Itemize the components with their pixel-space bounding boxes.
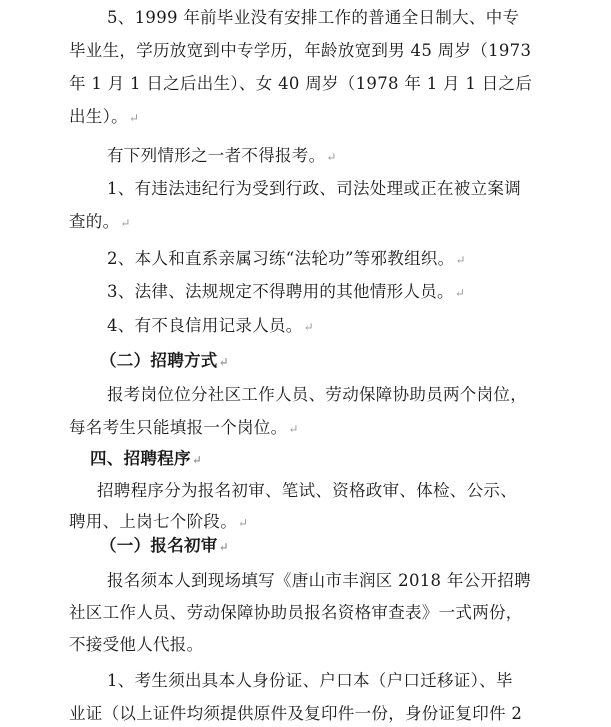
text-line (107, 7, 519, 29)
line-text: 3、法律、法规规定不得聘用的其他情形人员。 (107, 282, 454, 301)
line-text: 5、1999 年前毕业没有安排工作的普通全日制大、中专 (107, 8, 520, 27)
heading-text: 四、招聘程序 (90, 449, 191, 468)
text-line (107, 384, 527, 406)
text-line (69, 40, 531, 62)
line-text: 报考岗位位分社区工作人员、劳动保障协助员两个岗位， (107, 385, 527, 404)
line-text: 每名考生只能填报一个岗位。 (69, 418, 288, 437)
line-text: 出生）。 (69, 107, 128, 126)
text-line (107, 670, 513, 692)
line-text: 业证（以上证件均须提供原件及复印件一份，身份证复印件 2 (69, 704, 523, 723)
section-heading (100, 350, 229, 373)
line-text: 有下列情形之一者不得报考。 (107, 146, 326, 165)
line-text: 年 1 月 1 日之后出生）、女 40 周岁（1978 年 1 月 1 日之后 (69, 74, 533, 93)
paragraph-mark: ↵ (191, 453, 203, 467)
text-line (107, 248, 466, 271)
line-text: 1、考生须出具本人身份证、户口本（户口迁移证）、毕 (107, 671, 513, 690)
heading-text: （一）报名初审 (100, 536, 218, 555)
line-text: 2、本人和直系亲属习练“法轮功”等邪教组织。 (107, 249, 455, 268)
heading-text: （二）招聘方式 (100, 351, 218, 370)
paragraph-mark: ↵ (288, 422, 299, 436)
text-line (69, 211, 131, 234)
section-heading (90, 448, 202, 471)
paragraph-mark: ↵ (218, 355, 229, 369)
text-line (107, 145, 337, 168)
line-text: 不接受他人代报。 (69, 635, 204, 654)
line-text: 1、有违法违纪行为受到行政、司法处理或正在被立案调 (107, 179, 521, 198)
line-text: 聘用、上岗七个阶段。 (69, 512, 237, 531)
text-line (107, 178, 521, 200)
text-line (107, 281, 465, 304)
paragraph-mark: ↵ (454, 286, 466, 300)
paragraph-mark: ↵ (303, 320, 314, 334)
paragraph-mark: ↵ (326, 150, 337, 164)
text-line (107, 315, 314, 338)
line-text: 毕业生，学历放宽到中专学历，年龄放宽到男 45 周岁（1973 (69, 41, 532, 60)
text-line (69, 703, 522, 725)
line-text: 招聘程序分为报名初审、笔试、资格政审、体检、公示、 (97, 481, 517, 500)
line-text: 报名须本人到现场填写《唐山市丰润区 2018 年公开招聘 (107, 571, 531, 590)
section-heading (100, 535, 229, 558)
text-line (69, 106, 139, 129)
text-line (69, 602, 523, 624)
text-line (69, 634, 203, 656)
paragraph-mark: ↵ (455, 253, 466, 267)
paragraph-mark: ↵ (128, 111, 140, 125)
text-line (97, 480, 517, 502)
text-line (69, 511, 248, 534)
paragraph-mark: ↵ (120, 216, 131, 230)
line-text: 社区工作人员、劳动保障协助员报名资格审查表》一式两份， (69, 603, 523, 622)
text-line (107, 570, 531, 592)
text-line (69, 73, 532, 95)
text-line (69, 417, 299, 440)
paragraph-mark: ↵ (238, 516, 249, 530)
paragraph-mark: ↵ (218, 540, 229, 554)
line-text: 4、有不良信用记录人员。 (107, 316, 303, 335)
line-text: 查的。 (69, 212, 120, 231)
